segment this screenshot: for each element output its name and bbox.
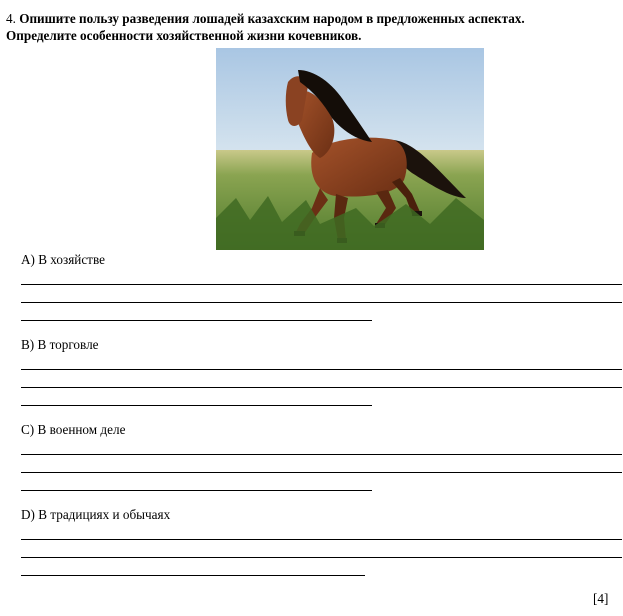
section-c-label: C) В военном деле — [21, 422, 126, 437]
answer-line[interactable] — [21, 472, 622, 473]
section-d-label: D) В традициях и обычаях — [21, 507, 171, 522]
score-marks: [4] — [593, 591, 609, 606]
answer-line[interactable] — [21, 490, 372, 491]
answer-line[interactable] — [21, 557, 622, 558]
answer-line[interactable] — [21, 405, 372, 406]
answer-line[interactable] — [21, 369, 622, 370]
answer-line[interactable] — [21, 320, 372, 321]
question-number: 4. — [6, 11, 16, 26]
answer-line[interactable] — [21, 387, 622, 388]
section-a-label: A) В хозяйстве — [21, 252, 105, 267]
question-prompt: Опишите пользу разведения лошадей казахским народом в предложенных аспектах. Определите особенности хозяйственной жизни кочевников. — [6, 11, 525, 43]
horse-image — [216, 48, 484, 250]
answer-line[interactable] — [21, 454, 622, 455]
section-b-label: B) В торговле — [21, 337, 99, 352]
answer-line[interactable] — [21, 284, 622, 285]
answer-line[interactable] — [21, 539, 622, 540]
question-text — [6, 10, 566, 44]
answer-line[interactable] — [21, 302, 622, 303]
answer-line[interactable] — [21, 575, 365, 576]
